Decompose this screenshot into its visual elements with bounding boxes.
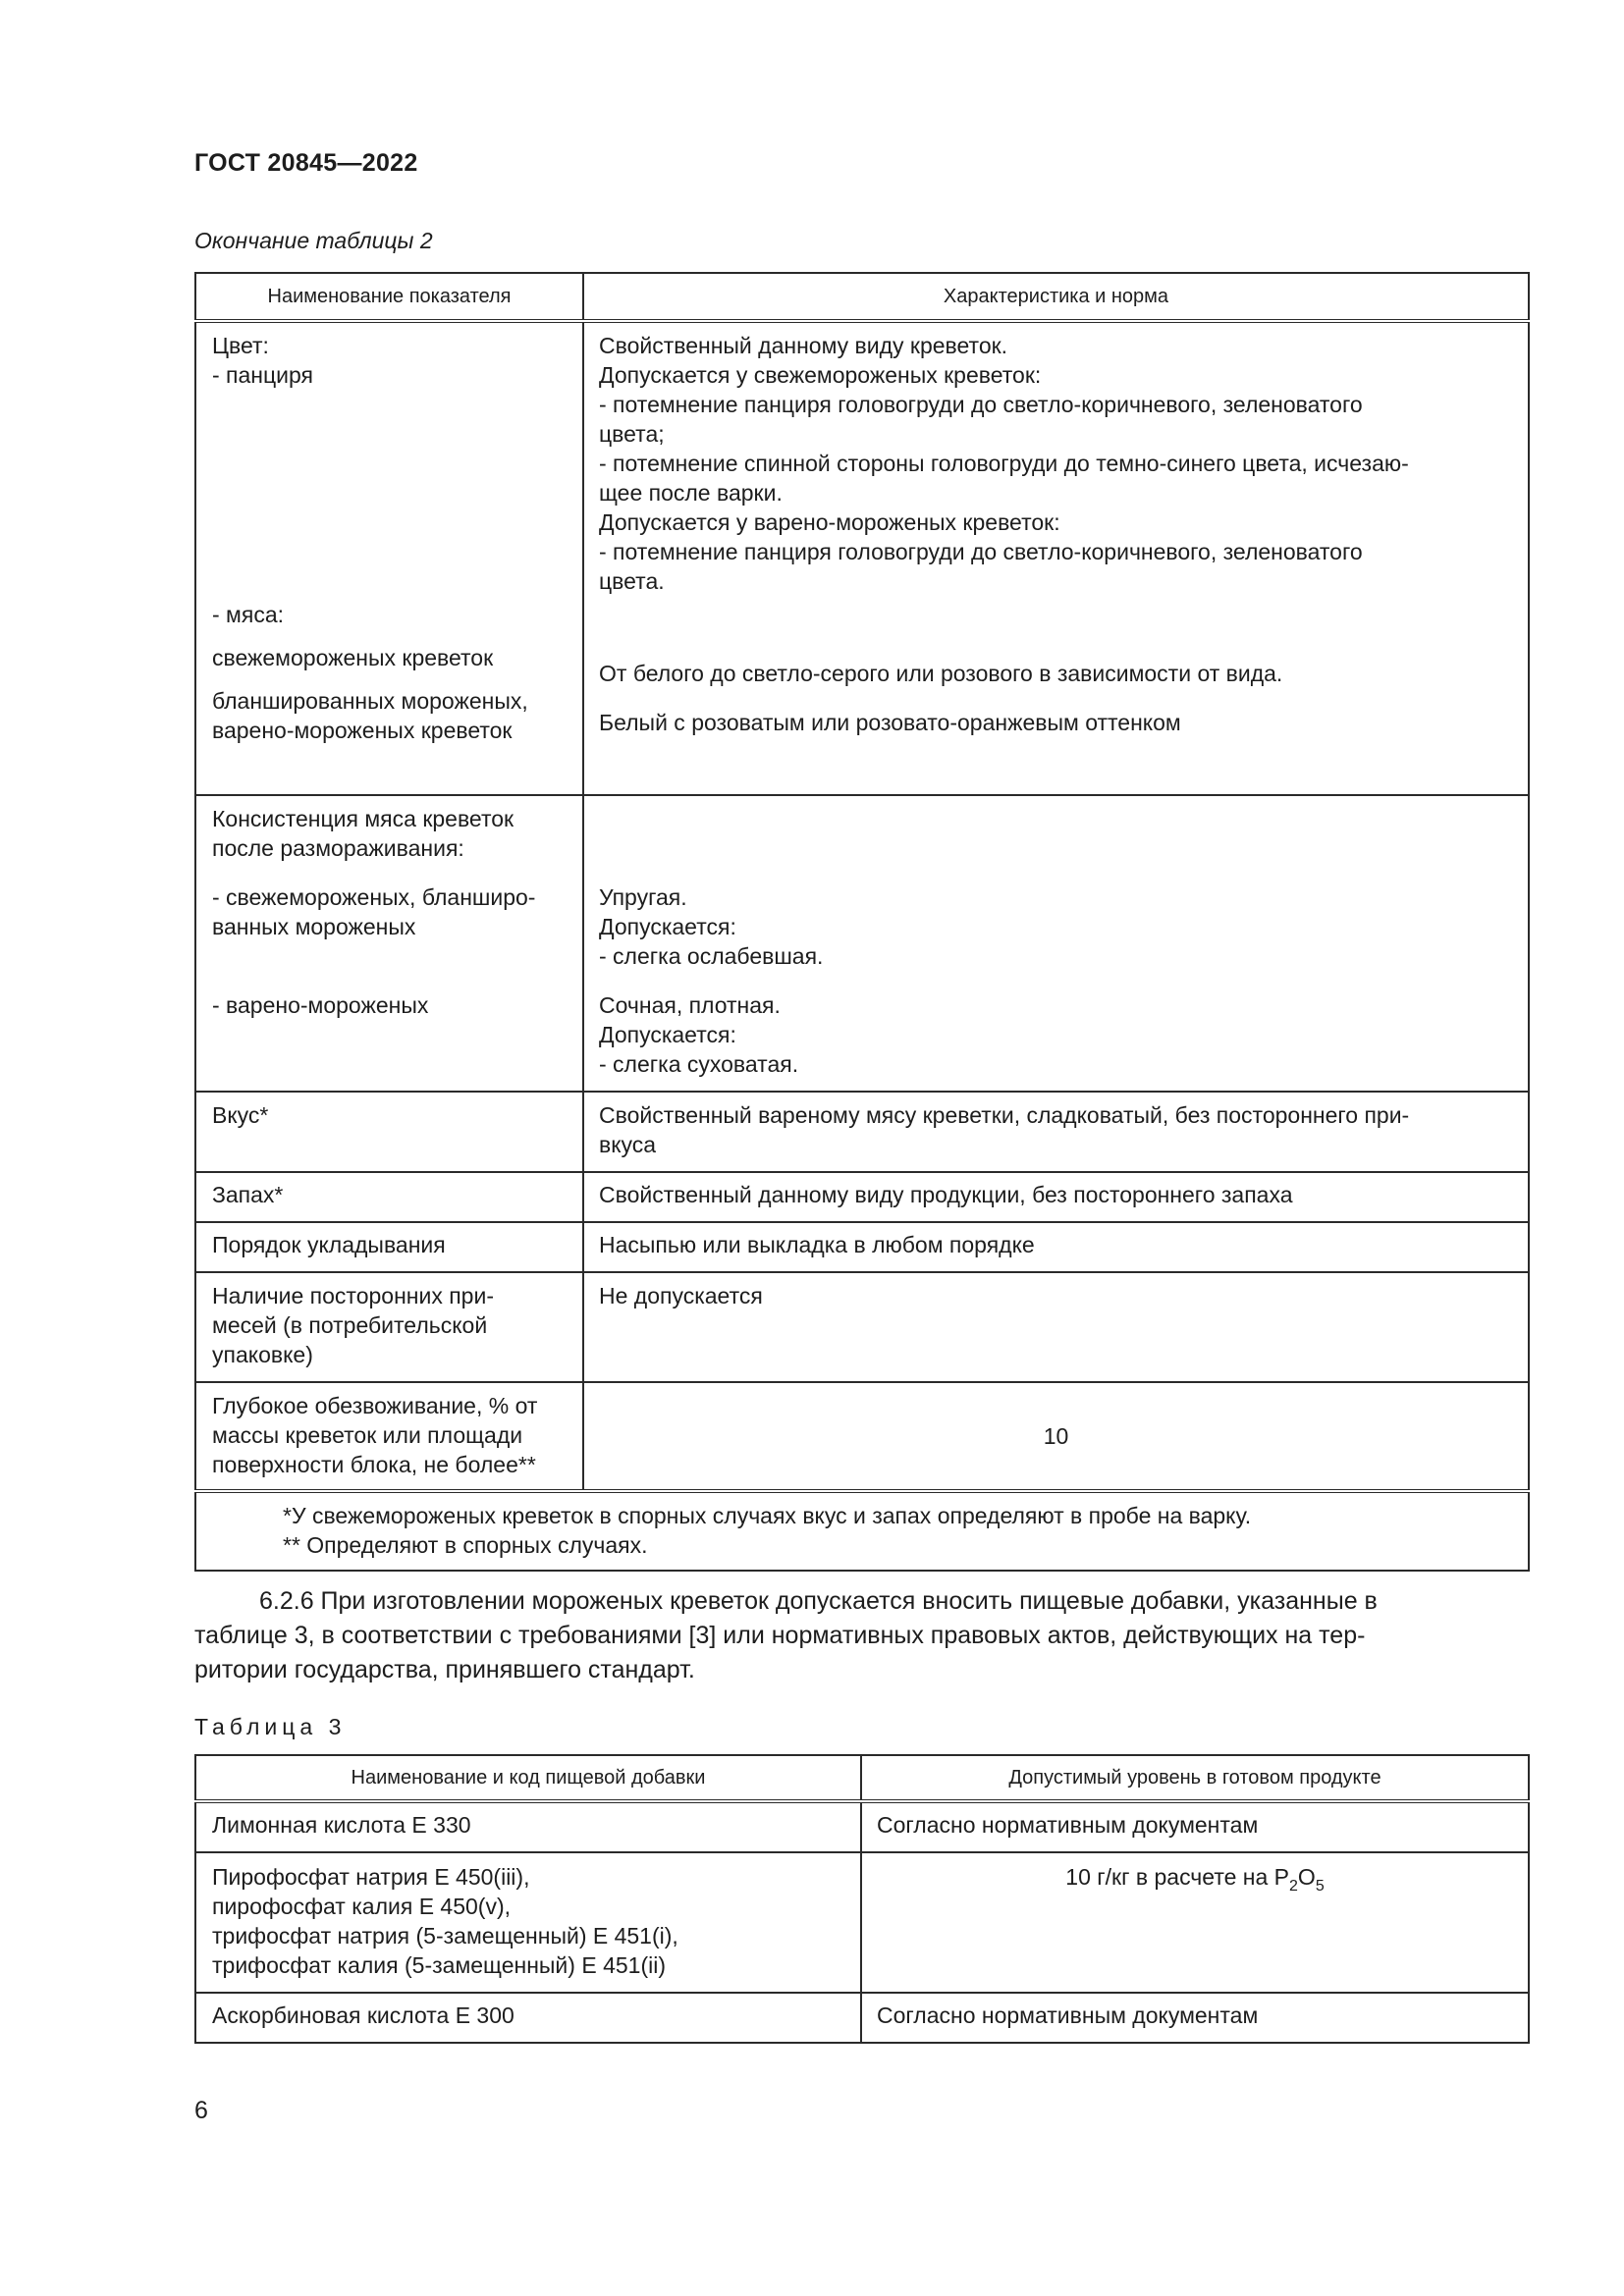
paragraph-line-2: таблице 3, в соответствии с требованиями [3] или нормативных правовых актов, действующих на тер- xyxy=(194,1622,1366,1649)
order-label-cell xyxy=(195,1222,583,1272)
table-row-smell xyxy=(195,1172,1529,1222)
document-header: ГОСТ 20845—2022 xyxy=(194,149,418,177)
taste-value-cell xyxy=(583,1092,1529,1172)
impurities-label-3: упаковке) xyxy=(212,1342,313,1367)
color-text-line: цвета. xyxy=(599,568,665,594)
table-2-continuation-caption: Окончание таблицы 2 xyxy=(194,228,433,253)
blanched-label-1: бланшированных мороженых, xyxy=(212,688,528,714)
fresh-frozen-value: От белого до светло-серого или розового в зависимости от вида. xyxy=(599,661,1283,686)
impurities-value: Не допускается xyxy=(599,1283,763,1308)
order-value-cell xyxy=(583,1222,1529,1272)
table-row-taste xyxy=(195,1092,1529,1172)
consistency-sub2-value: - слегка суховатая. xyxy=(599,1051,799,1077)
citric-acid-name: Лимонная кислота Е 330 xyxy=(195,1801,861,1852)
consistency-label-1: Консистенция мяса креветок xyxy=(212,806,514,831)
phosphates-level-cell xyxy=(861,1852,1529,1993)
table-2-notes-row xyxy=(195,1491,1529,1571)
color-text-line: - потемнение панциря головогруди до светло-коричневого, зеленоватого xyxy=(599,539,1363,564)
color-text-line: Свойственный данному виду креветок. xyxy=(599,333,1008,358)
meat-label: - мяса: xyxy=(212,602,284,627)
page-number: 6 xyxy=(194,2097,208,2124)
color-text-line: щее после варки. xyxy=(599,480,783,506)
smell-label: Запах* xyxy=(212,1182,284,1207)
dehydration-label-3: поверхности блока, не более** xyxy=(212,1452,536,1477)
consistency-value-cell xyxy=(583,795,1529,1092)
color-text-line: Допускается у варено-мороженых креветок: xyxy=(599,509,1060,535)
table-row-impurities xyxy=(195,1272,1529,1382)
color-text-line: - потемнение спинной стороны головогруди до темно-синего цвета, исчезаю- xyxy=(599,451,1409,476)
order-value: Насыпью или выкладка в любом порядке xyxy=(599,1232,1035,1257)
color-value-cell xyxy=(583,321,1529,795)
table-3-row-phosphates xyxy=(195,1852,1529,1993)
phosphates-level-sub1: 2 xyxy=(1289,1878,1298,1895)
paragraph-line-3: ритории государства, принявшего стандарт. xyxy=(194,1656,695,1683)
consistency-sub1-value: Упругая. xyxy=(599,884,687,910)
impurities-value-cell xyxy=(583,1272,1529,1382)
phosphate-name-2: пирофосфат калия Е 450(v), xyxy=(212,1894,512,1919)
consistency-label-2: после размораживания: xyxy=(212,835,464,861)
consistency-sub1-value: Допускается: xyxy=(599,914,736,939)
table-3-col1-header: Наименование и код пищевой добавки xyxy=(195,1755,861,1801)
table-3-col2-header: Допустимый уровень в готовом продукте xyxy=(861,1755,1529,1801)
color-label: Цвет: xyxy=(212,333,269,358)
taste-value-2: вкуса xyxy=(599,1132,657,1157)
phosphates-level-prefix: 10 г/кг в расчете на P xyxy=(1065,1864,1290,1890)
table-2-notes-cell xyxy=(195,1491,1529,1571)
fresh-frozen-label: свежемороженых креветок xyxy=(212,645,494,670)
taste-value-1: Свойственный вареному мясу креветки, сладковатый, без постороннего при- xyxy=(599,1102,1410,1128)
shell-label: - панциря xyxy=(212,362,314,388)
table-2-header-row xyxy=(195,273,1529,321)
impurities-label-cell xyxy=(195,1272,583,1382)
consistency-sub1-label-1: - свежемороженых, бланширо- xyxy=(212,884,536,910)
color-text-line: Допускается у свежемороженых креветок: xyxy=(599,362,1042,388)
table-2 xyxy=(194,272,1530,1572)
table-3-row-citric-acid xyxy=(195,1801,1529,1852)
color-label-cell xyxy=(195,321,583,795)
table-row-dehydration xyxy=(195,1382,1529,1491)
consistency-sub2-label: - варено-мороженых xyxy=(212,992,429,1018)
smell-label-cell xyxy=(195,1172,583,1222)
taste-label-cell xyxy=(195,1092,583,1172)
phosphates-level-mid: O xyxy=(1297,1864,1316,1890)
dehydration-label-cell xyxy=(195,1382,583,1491)
consistency-sub1-label-2: ванных мороженых xyxy=(212,914,416,939)
blanched-value: Белый с розоватым или розовато-оранжевым оттенком xyxy=(599,710,1181,735)
taste-label: Вкус* xyxy=(212,1102,269,1128)
order-label: Порядок укладывания xyxy=(212,1232,446,1257)
consistency-sub2-value: Сочная, плотная. xyxy=(599,992,781,1018)
smell-value-cell xyxy=(583,1172,1529,1222)
blanched-label-2: варено-мороженых креветок xyxy=(212,718,513,743)
phosphate-name-4: трифосфат калия (5-замещенный) Е 451(ii) xyxy=(212,1952,666,1978)
table-2-col2-header: Характеристика и норма xyxy=(583,273,1529,321)
dehydration-label-1: Глубокое обезвоживание, % от xyxy=(212,1393,538,1418)
table-3-row-ascorbic-acid xyxy=(195,1993,1529,2043)
table-2-note-2: ** Определяют в спорных случаях. xyxy=(283,1532,648,1558)
table-row-color xyxy=(195,321,1529,795)
phosphates-name-cell xyxy=(195,1852,861,1993)
consistency-sub1-value: - слегка ослабевшая. xyxy=(599,943,824,969)
impurities-label-1: Наличие посторонних при- xyxy=(212,1283,494,1308)
paragraph-line-1: 6.2.6 При изготовлении мороженых креветок допускается вносить пищевые добавки, указанные в xyxy=(259,1587,1378,1615)
clause-6-2-6-paragraph xyxy=(194,1584,1528,1687)
table-3-header-row xyxy=(195,1755,1529,1801)
impurities-label-2: месей (в потребительской xyxy=(212,1312,488,1338)
table-row-consistency xyxy=(195,795,1529,1092)
ascorbic-acid-name: Аскорбиновая кислота Е 300 xyxy=(195,1993,861,2043)
color-text-line: цвета; xyxy=(599,421,665,447)
consistency-label-cell xyxy=(195,795,583,1092)
ascorbic-acid-level: Согласно нормативным документам xyxy=(861,1993,1529,2043)
table-row-packing-order xyxy=(195,1222,1529,1272)
smell-value: Свойственный данному виду продукции, без постороннего запаха xyxy=(599,1182,1293,1207)
table-2-note-1: *У свежемороженых креветок в спорных случаях вкус и запах определяют в пробе на варку. xyxy=(283,1503,1252,1528)
table-2-col1-header: Наименование показателя xyxy=(195,273,583,321)
dehydration-label-2: массы креветок или площади xyxy=(212,1422,523,1448)
consistency-sub2-value: Допускается: xyxy=(599,1022,736,1047)
color-text-line: - потемнение панциря головогруди до светло-коричневого, зеленоватого xyxy=(599,392,1363,417)
table-3 xyxy=(194,1754,1530,2044)
phosphate-name-3: трифосфат натрия (5-замещенный) Е 451(i), xyxy=(212,1923,678,1949)
citric-acid-level: Согласно нормативным документам xyxy=(861,1801,1529,1852)
dehydration-value-cell: 10 xyxy=(583,1382,1529,1491)
table-3-title: Таблица 3 xyxy=(194,1714,347,1739)
phosphates-level-sub2: 5 xyxy=(1315,1878,1325,1895)
phosphate-name-1: Пирофосфат натрия Е 450(iii), xyxy=(212,1864,530,1890)
